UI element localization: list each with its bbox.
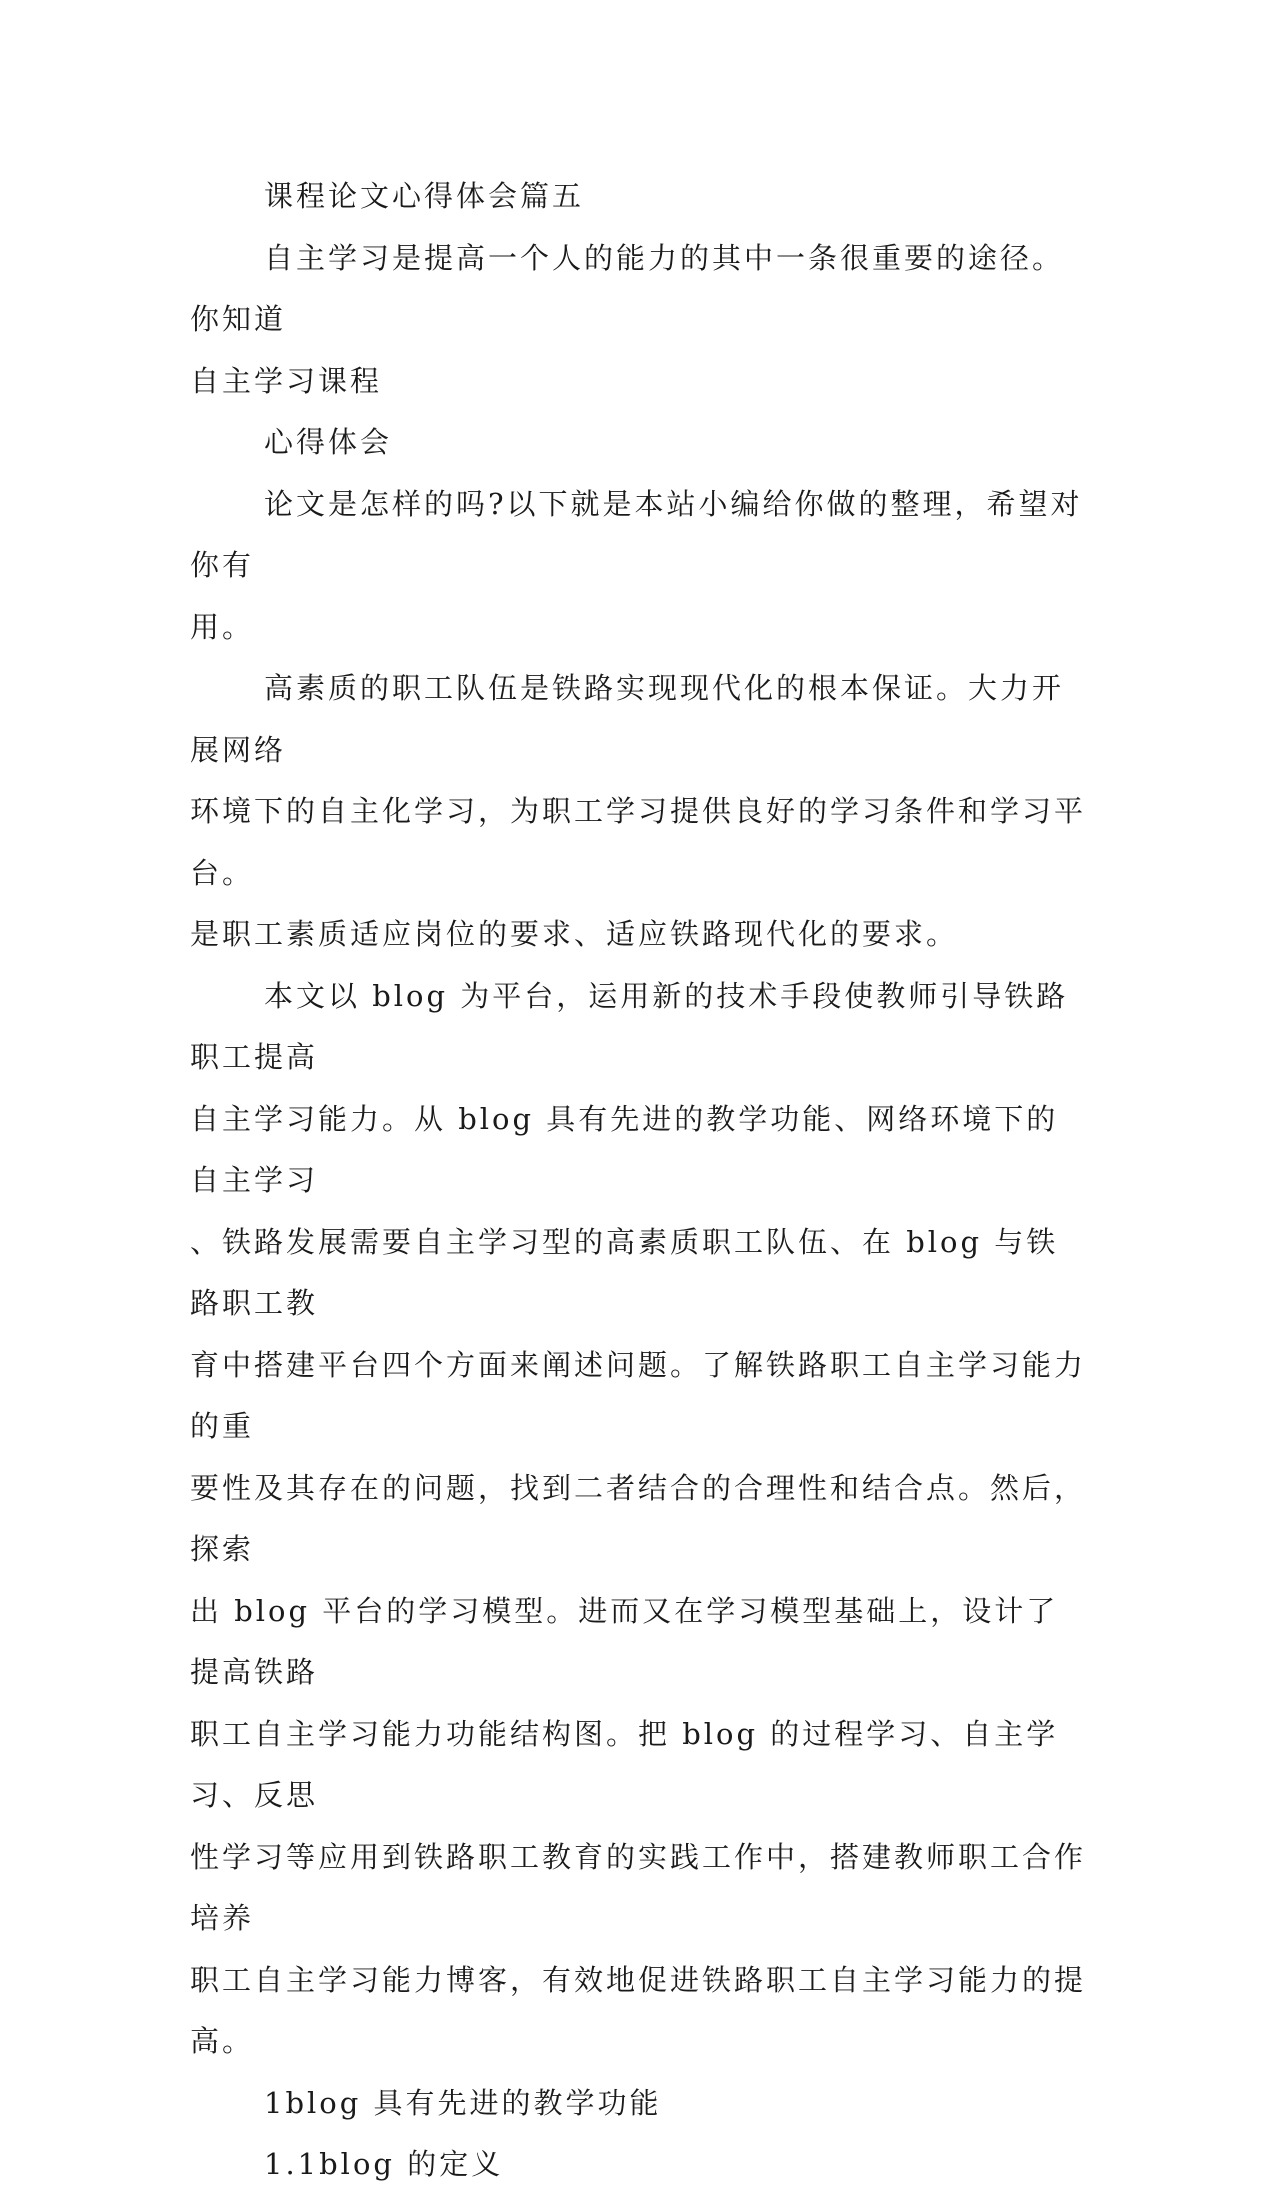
document-heading: 课程论文心得体会篇五 — [264, 179, 585, 213]
paragraph-abstract: 本文以 blog 为平台，运用新的技术手段使教师引导铁路职工提高 自主学习能力。从 blog 具有先进的教学功能、网络环境下的自主学习 、铁路发展需要自主学习型的高素质职工队伍、在 blog 与铁路职工教 育中搭建平台四个方面来阐述问题。了解铁路职工自主学习能力的重 要性及其存在的问题，找到二者结合的合理性和结合点。然后，探索 出 blog 平台的学习模型。进而又在学习模型基础上，设计了提高铁路 职工自主学习能力功能结构图。把 blog 的过程学习、自主学习、反思 性学习等应用到铁路职工教育的实践工作中，搭建教师职工合作培养 职工自主学习能力博客，有效地促进铁路职工自主学习能力的提高。 — [190, 978, 1087, 2058]
paragraph-intro: 自主学习是提高一个人的能力的其中一条很重要的途径。你知道 自主学习课程 — [190, 240, 1065, 398]
document-body — [190, 166, 1090, 2196]
paragraph-question: 论文是怎样的吗?以下就是本站小编给你做的整理，希望对你有 用。 — [190, 486, 1083, 644]
section-heading-1: 1blog 具有先进的教学功能 — [264, 2085, 662, 2120]
paragraph-workforce: 高素质的职工队伍是铁路实现现代化的根本保证。大力开展网络 环境下的自主化学习，为职工学习提供良好的学习条件和学习平台。 是职工素质适应岗位的要求、适应铁路现代化的要求。 — [190, 671, 1087, 951]
section-heading-1-1: 1.1blog 的定义 — [264, 2147, 504, 2181]
paragraph-subtitle: 心得体会 — [264, 425, 393, 459]
